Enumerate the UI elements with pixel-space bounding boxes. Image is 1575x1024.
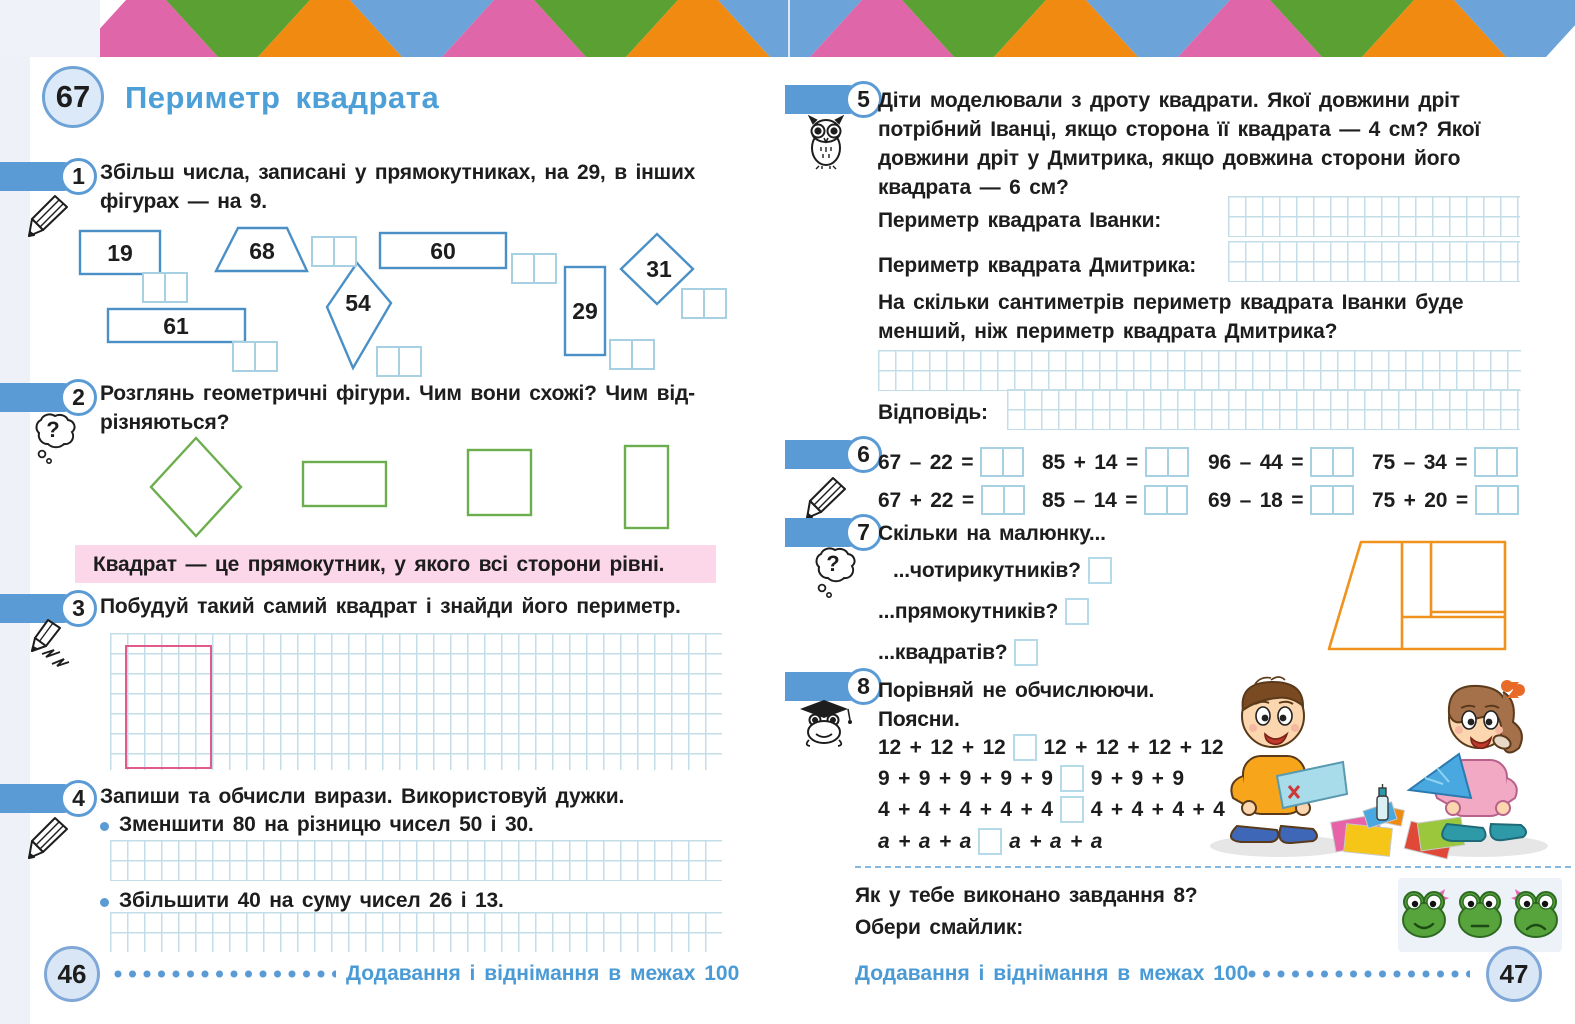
task7-figure (1308, 538, 1523, 653)
page-number-right: 47 (1486, 946, 1542, 1002)
bullet-dot (100, 898, 109, 907)
reflection-line2: Обери смайлик: (855, 916, 1024, 939)
compare-left: a + a + a (878, 830, 972, 853)
answer-box[interactable] (1475, 485, 1519, 515)
answer-box[interactable] (233, 342, 277, 371)
task5-line2: потрібний Іванці, якщо сторона її квадрата — 4 см? Якої (878, 118, 1481, 141)
children-illustration (1185, 658, 1575, 865)
task2-text-line1: Розглянь геометричні фігури. Чим вони схожі? Чим від- (100, 382, 695, 405)
compare-left: 4 + 4 + 4 + 4 + 4 (878, 798, 1053, 821)
task4-grid1[interactable] (110, 840, 722, 881)
compare-right: 12 + 12 + 12 + 12 (1043, 736, 1224, 759)
svg-text:61: 61 (163, 313, 189, 339)
answer-box[interactable] (312, 237, 356, 266)
reflection-line1: Як у тебе виконано завдання 8? (855, 884, 1198, 907)
task4-grid2[interactable] (110, 912, 722, 952)
compare-box[interactable] (978, 828, 1002, 855)
answer-box[interactable] (143, 273, 187, 302)
page-number-left: 46 (44, 946, 100, 1002)
smiley-panel (1398, 878, 1562, 952)
task5-number: 5 (845, 81, 882, 118)
pencil-icon (28, 814, 72, 862)
task5-line3: довжини дріт у Дмитрика, якщо довжина сторони його (878, 147, 1461, 170)
svg-text:?: ? (46, 417, 60, 442)
task7-number: 7 (845, 514, 882, 551)
task5-question-line2: менший, ніж периметр квадрата Дмитрика? (878, 320, 1338, 343)
task4-bullet2: Збільшити 40 на суму чисел 26 і 13. (119, 889, 504, 912)
task5-question-line1: На скільки сантиметрів периметр квадрата Іванки буде (878, 291, 1464, 314)
task3-text: Побудуй такий самий квадрат і знайди його периметр. (100, 595, 681, 618)
task1-text-line2: фігурах — на 9. (100, 190, 267, 213)
rule-text: — це прямокутник, у якого всі сторони рівні. (176, 552, 665, 576)
top-left-corner (0, 0, 100, 57)
page-left-margin (0, 0, 30, 1024)
answer-box[interactable] (377, 347, 421, 376)
task5-label2: Периметр квадрата Дмитрика: (878, 254, 1197, 277)
compare-box[interactable] (1013, 734, 1037, 761)
equation: 75 – 34 = (1372, 450, 1468, 474)
rule-box (75, 545, 716, 583)
compare-box[interactable] (1060, 765, 1084, 792)
task5-line1: Діти моделювали з дроту квадрати. Якої довжини дріт (878, 89, 1460, 112)
frog-smiley-sad[interactable] (1511, 886, 1561, 944)
task6-number: 6 (845, 436, 882, 473)
answer-box[interactable] (1474, 447, 1518, 477)
thought-cloud-icon (808, 544, 858, 600)
answer-box[interactable] (980, 447, 1024, 477)
answer-box[interactable] (1144, 485, 1188, 515)
page-spine-seam (788, 0, 790, 57)
answer-box[interactable] (1014, 639, 1038, 666)
series-title-right: Додавання і віднімання в межах 100 (855, 962, 1249, 985)
equation: 67 – 22 = (878, 450, 974, 474)
page-title: Периметр квадрата (125, 80, 440, 115)
pencil-icon (806, 474, 850, 522)
compare-right: a + a + a (1009, 830, 1103, 853)
dotted-leader (1248, 970, 1470, 978)
task1-number: 1 (60, 158, 97, 195)
answer-box[interactable] (1310, 447, 1354, 477)
pen-scribble-icon (30, 618, 86, 672)
task4-number: 4 (60, 780, 97, 817)
dashed-divider (855, 866, 1571, 868)
svg-text:68: 68 (249, 238, 275, 264)
task1-shapes (60, 218, 732, 380)
frog-smiley-happy[interactable] (1399, 886, 1449, 944)
task7-title: Скільки на малюнку... (878, 522, 1106, 545)
compare-right: 9 + 9 + 9 (1090, 767, 1184, 790)
rule-term: Квадрат (93, 552, 177, 576)
answer-box[interactable] (1310, 485, 1354, 515)
answer-box[interactable] (1065, 598, 1089, 625)
answer-box[interactable] (610, 340, 654, 369)
svg-text:60: 60 (430, 238, 456, 264)
svg-text:29: 29 (572, 298, 598, 324)
answer-box[interactable] (1088, 557, 1112, 584)
task4-text: Запиши та обчисли вирази. Використовуй дужки. (100, 785, 625, 808)
task5-grid2[interactable] (1228, 241, 1520, 282)
series-title-left: Додавання і віднімання в межах 100 (346, 962, 740, 985)
pink-square (125, 645, 212, 769)
task5-grid3[interactable] (878, 350, 1521, 391)
task2-text-line2: різняються? (100, 411, 230, 434)
task3-number: 3 (60, 590, 97, 627)
equation: 85 – 14 = (1042, 488, 1138, 512)
task1-text-line1: Збільш числа, записані у прямокутниках, на 29, в інших (100, 161, 696, 184)
task5-answer-label: Відповідь: (878, 401, 988, 424)
task5-label1: Периметр квадрата Іванки: (878, 209, 1162, 232)
bullet-dot (100, 822, 109, 831)
frog-graduate-icon (796, 698, 852, 748)
compare-box[interactable] (1060, 796, 1084, 823)
answer-box[interactable] (512, 254, 556, 283)
compare-left: 12 + 12 + 12 (878, 736, 1006, 759)
compare-left: 9 + 9 + 9 + 9 + 9 (878, 767, 1053, 790)
task2-shapes (140, 435, 680, 541)
svg-text:54: 54 (345, 290, 371, 316)
task5-line4: квадрата — 6 см? (878, 176, 1069, 199)
decorative-banner (100, 0, 1575, 57)
lesson-number: 67 (55, 79, 91, 114)
dotted-leader (114, 970, 336, 978)
lesson-number-circle (42, 66, 104, 128)
task8-line1: Порівняй не обчислюючи. (878, 679, 1155, 702)
thought-cloud-icon (28, 410, 78, 466)
task7-item: ...квадратів? (878, 641, 1008, 664)
svg-text:19: 19 (107, 240, 133, 266)
task8-line2: Поясни. (878, 708, 960, 731)
answer-box[interactable] (981, 485, 1025, 515)
task5-answer-grid[interactable] (1007, 389, 1520, 430)
frog-smiley-neutral[interactable] (1455, 886, 1505, 944)
task4-bullet1: Зменшити 80 на різницю чисел 50 і 30. (119, 813, 534, 836)
task7-item: ...прямокутників? (878, 600, 1059, 623)
equation: 75 + 20 = (1372, 488, 1468, 512)
task2-number: 2 (60, 379, 97, 416)
equation: 96 – 44 = (1208, 450, 1304, 474)
task7-item: ...чотирикутників? (893, 559, 1081, 582)
compare-right: 4 + 4 + 4 + 4 (1090, 798, 1225, 821)
svg-text:?: ? (826, 551, 840, 576)
equation: 69 – 18 = (1208, 488, 1304, 512)
svg-text:31: 31 (646, 256, 672, 282)
task8-number: 8 (845, 668, 882, 705)
answer-box[interactable] (1145, 447, 1189, 477)
task5-grid1[interactable] (1228, 196, 1520, 237)
equation: 85 + 14 = (1042, 450, 1138, 474)
answer-box[interactable] (682, 289, 726, 318)
equation: 67 + 22 = (878, 488, 974, 512)
owl-icon (802, 114, 850, 170)
